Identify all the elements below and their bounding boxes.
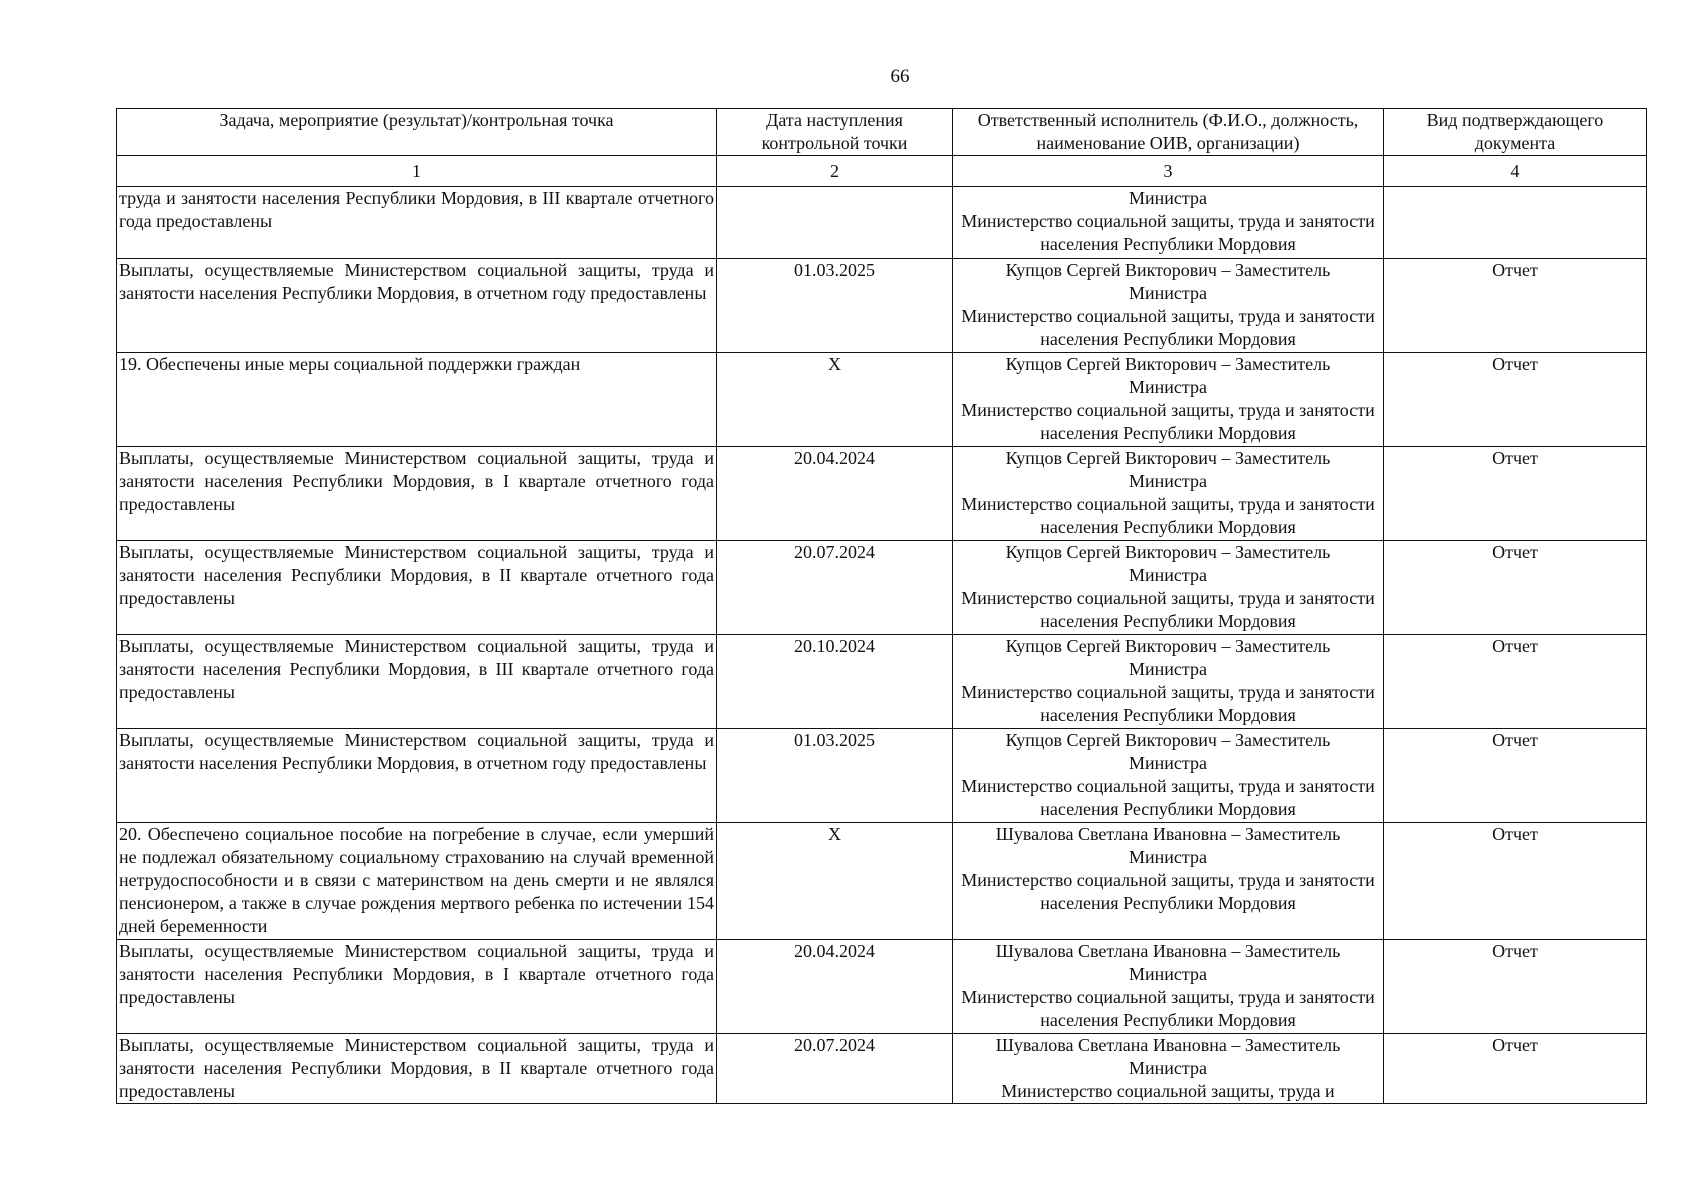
executor-name: Шувалова Светлана Ивановна – Заместитель [995,1035,1341,1055]
task-cell: 20. Обеспечено социальное пособие на погребение в случае, если умерший не подлежал обязательному социальному страхованию на случай временной нетрудоспособности и в связи с материнством на день смерти и не являлся пенсионером, а также в случае рождения мертвого ребенка по истечении 154 дней беременности [117,823,717,940]
executor-cell [953,729,1384,823]
document-cell [1384,187,1647,259]
executor-name: Шувалова Светлана Ивановна – Заместитель [995,941,1341,961]
task-cell: Выплаты, осуществляемые Министерством социальной защиты, труда и занятости населения Республики Мордовия, в I квартале отчетного года предоставлены [117,940,717,1034]
executor-cell [953,1034,1384,1104]
task-cell: труда и занятости населения Республики Мордовия, в III квартале отчетного года предоставлены [117,187,717,259]
document-cell: Отчет [1384,823,1647,940]
task-cell: Выплаты, осуществляемые Министерством социальной защиты, труда и занятости населения Республики Мордовия, в II квартале отчетного года предоставлены [117,1034,717,1104]
task-cell: Выплаты, осуществляемые Министерством социальной защиты, труда и занятости населения Республики Мордовия, в II квартале отчетного года предоставлены [117,541,717,635]
date-cell: 01.03.2025 [717,729,953,823]
table-row [117,541,1647,635]
page-number: 66 [890,66,910,87]
executor-position: Министра [1129,753,1207,773]
executor-organization: Министерство социальной защиты, труда и занятости населения Республики Мордовия [961,870,1375,913]
executor-organization: Министерство социальной защиты, труда и занятости населения Республики Мордовия [961,776,1375,819]
executor-organization: Министерство социальной защиты, труда и занятости населения Республики Мордовия [961,682,1375,725]
document-cell: Отчет [1384,940,1647,1034]
date-cell: 20.10.2024 [717,635,953,729]
document-cell: Отчет [1384,729,1647,823]
executor-position: Министра [1129,283,1207,303]
executor-position: Министра [1129,659,1207,679]
column-header-task: Задача, мероприятие (результат)/контрольная точка [117,109,717,156]
table-row [117,635,1647,729]
table-row [117,823,1647,940]
table-row [117,447,1647,541]
date-cell: 20.07.2024 [717,541,953,635]
column-number: 4 [1384,156,1647,187]
document-cell: Отчет [1384,635,1647,729]
executor-cell [953,541,1384,635]
executor-position: Министра [1129,565,1207,585]
executor-cell [953,823,1384,940]
column-header-date: Дата наступления контрольной точки [717,109,953,156]
executor-cell [953,635,1384,729]
column-number: 1 [117,156,717,187]
task-cell: Выплаты, осуществляемые Министерством социальной защиты, труда и занятости населения Республики Мордовия, в I квартале отчетного года предоставлены [117,447,717,541]
document-cell: Отчет [1384,1034,1647,1104]
date-cell: Х [717,823,953,940]
executor-name: Купцов Сергей Викторович – Заместитель [1005,354,1331,374]
date-cell [717,187,953,259]
document-cell: Отчет [1384,541,1647,635]
executor-organization: Министерство социальной защиты, труда и занятости населения Республики Мордовия [961,494,1375,537]
document-cell: Отчет [1384,447,1647,541]
executor-position: Министра [1129,188,1207,208]
task-cell: Выплаты, осуществляемые Министерством социальной защиты, труда и занятости населения Республики Мордовия, в III квартале отчетного года предоставлены [117,635,717,729]
table-row [117,259,1647,353]
executor-position: Министра [1129,377,1207,397]
executor-position: Министра [1129,1058,1207,1078]
date-cell: 01.03.2025 [717,259,953,353]
task-cell: 19. Обеспечены иные меры социальной поддержки граждан [117,353,717,447]
executor-position: Министра [1129,847,1207,867]
executor-organization: Министерство социальной защиты, труда и занятости населения Республики Мордовия [961,588,1375,631]
document-cell: Отчет [1384,353,1647,447]
executor-name: Купцов Сергей Викторович – Заместитель [1005,260,1331,280]
executor-name: Купцов Сергей Викторович – Заместитель [1005,636,1331,656]
executor-cell [953,259,1384,353]
column-number: 3 [953,156,1384,187]
executor-name: Шувалова Светлана Ивановна – Заместитель [995,824,1341,844]
executor-organization: Министерство социальной защиты, труда и [1001,1081,1335,1101]
executor-name: Купцов Сергей Викторович – Заместитель [1005,730,1331,750]
executor-cell [953,447,1384,541]
table-row [117,1034,1647,1104]
task-cell: Выплаты, осуществляемые Министерством социальной защиты, труда и занятости населения Республики Мордовия, в отчетном году предоставлены [117,729,717,823]
executor-position: Министра [1129,471,1207,491]
document-cell: Отчет [1384,259,1647,353]
column-header-executor: Ответственный исполнитель (Ф.И.О., должность, наименование ОИВ, организации) [953,109,1384,156]
executor-name: Купцов Сергей Викторович – Заместитель [1005,542,1331,562]
executor-cell [953,353,1384,447]
executor-cell [953,187,1384,259]
date-cell: Х [717,353,953,447]
executor-position: Министра [1129,964,1207,984]
control-points-table [116,108,1647,1104]
executor-cell [953,940,1384,1034]
column-numbers-row [117,156,1647,187]
executor-organization: Министерство социальной защиты, труда и занятости населения Республики Мордовия [961,306,1375,349]
column-number: 2 [717,156,953,187]
table-row [117,729,1647,823]
table-row [117,353,1647,447]
column-header-document: Вид подтверждающего документа [1384,109,1647,156]
table-row [117,940,1647,1034]
date-cell: 20.04.2024 [717,447,953,541]
executor-organization: Министерство социальной защиты, труда и занятости населения Республики Мордовия [961,987,1375,1030]
task-cell: Выплаты, осуществляемые Министерством социальной защиты, труда и занятости населения Республики Мордовия, в отчетном году предоставлены [117,259,717,353]
executor-name: Купцов Сергей Викторович – Заместитель [1005,448,1331,468]
table-row [117,187,1647,259]
date-cell: 20.07.2024 [717,1034,953,1104]
date-cell: 20.04.2024 [717,940,953,1034]
executor-organization: Министерство социальной защиты, труда и занятости населения Республики Мордовия [961,400,1375,443]
executor-organization: Министерство социальной защиты, труда и занятости населения Республики Мордовия [961,211,1375,254]
table-header-row [117,109,1647,156]
